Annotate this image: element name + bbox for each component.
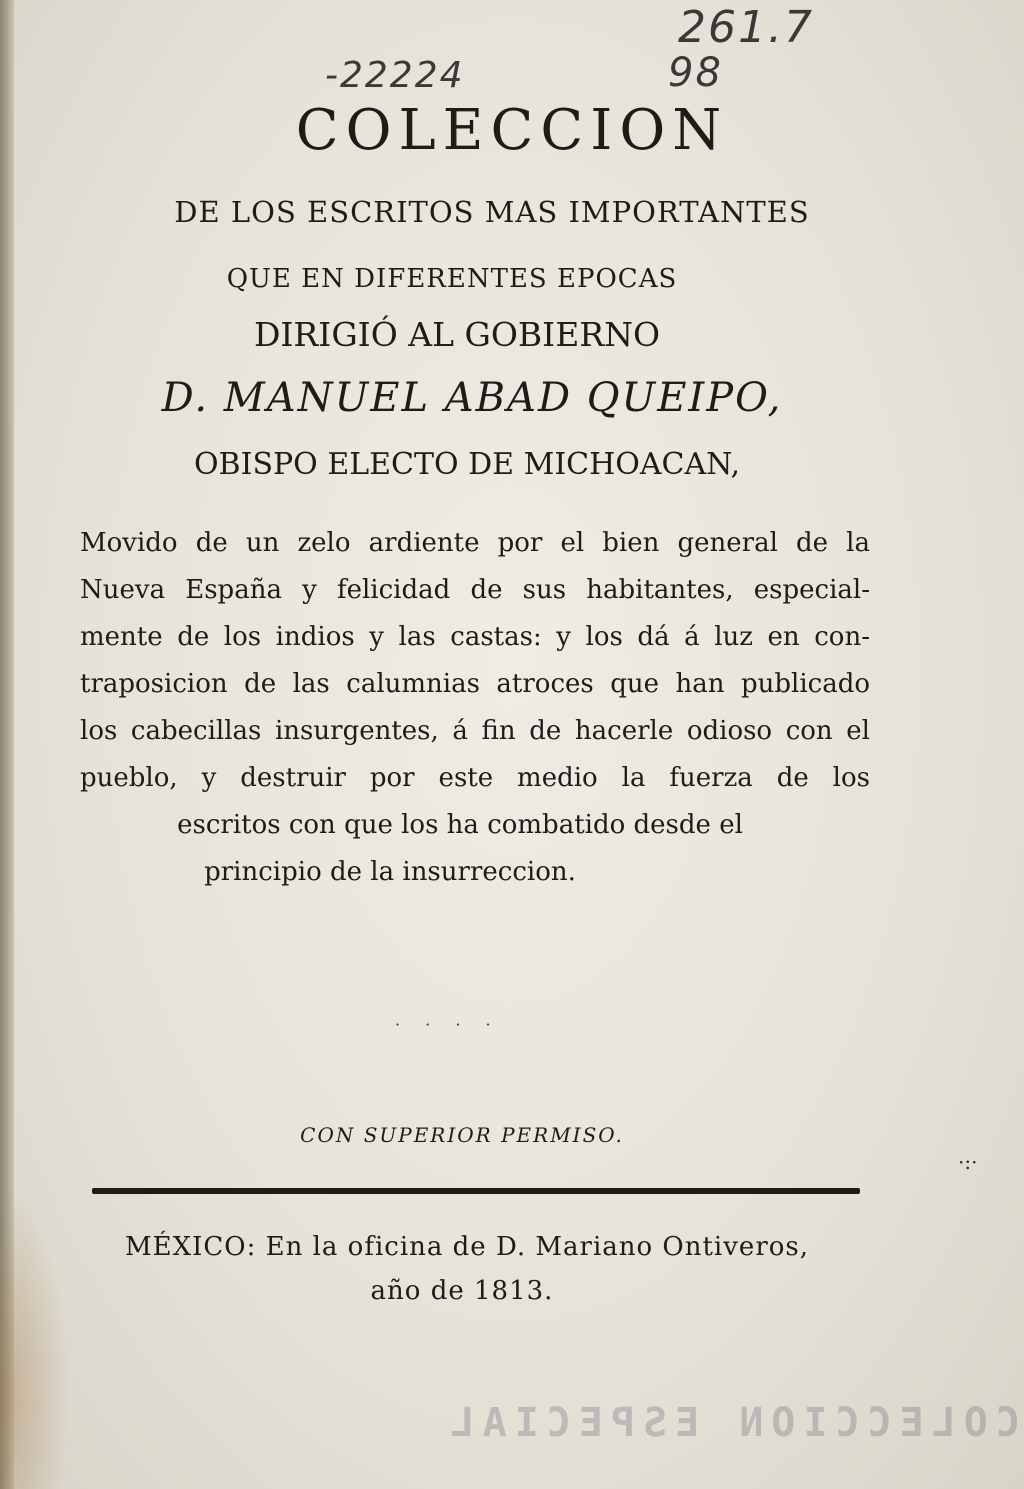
description-line: traposicion de las calumnias atroces que han publicado [80,669,870,699]
handwritten-call-number-suffix: 98 [668,50,723,96]
subtitle-line-1: DE LOS ESCRITOS MAS IMPORTANTES [174,195,810,229]
subtitle-line-2: QUE EN DIFERENTES EPOCAS [226,264,678,294]
publication-year: año de 1813. [370,1276,554,1306]
description-line: mente de los indios y las castas: y los dá á luz en con- [80,622,870,652]
author-title: OBISPO ELECTO DE MICHOACAN, [193,447,741,482]
handwritten-accession-number: -22224 [325,55,465,96]
description-line: escritos con que los ha combatido desde el [177,810,743,840]
description-line: los cabecillas insurgentes, á fin de hacerle odioso con el [80,716,870,746]
handwritten-call-number: 261.7 [678,2,814,53]
imprint-line: MÉXICO: En la oficina de D. Mariano Ontiveros, [124,1232,810,1262]
subtitle-line-3: DIRIGIÓ AL GOBIERNO [253,315,661,354]
ornament-dots: · · · · [395,1015,501,1034]
description-line: principio de la insurreccion. [204,857,576,887]
description-line: Movido de un zelo ardiente por el bien general de la [80,528,870,558]
description-paragraph [80,520,870,896]
title: COLECCION [295,98,729,163]
paper-stain [0,1180,70,1489]
horizontal-rule [92,1188,860,1194]
library-stamp: COLECCION ESPECIAL [442,1400,1020,1446]
description-line: pueblo, y destruir por este medio la fuerza de los [80,763,870,793]
author-name: D. MANUEL ABAD QUEIPO, [161,375,783,421]
margin-mark: ·:· [958,1150,978,1174]
description-line: Nueva España y felicidad de sus habitantes, especial- [80,575,870,605]
permission-line: CON SUPERIOR PERMISO. [300,1123,624,1147]
